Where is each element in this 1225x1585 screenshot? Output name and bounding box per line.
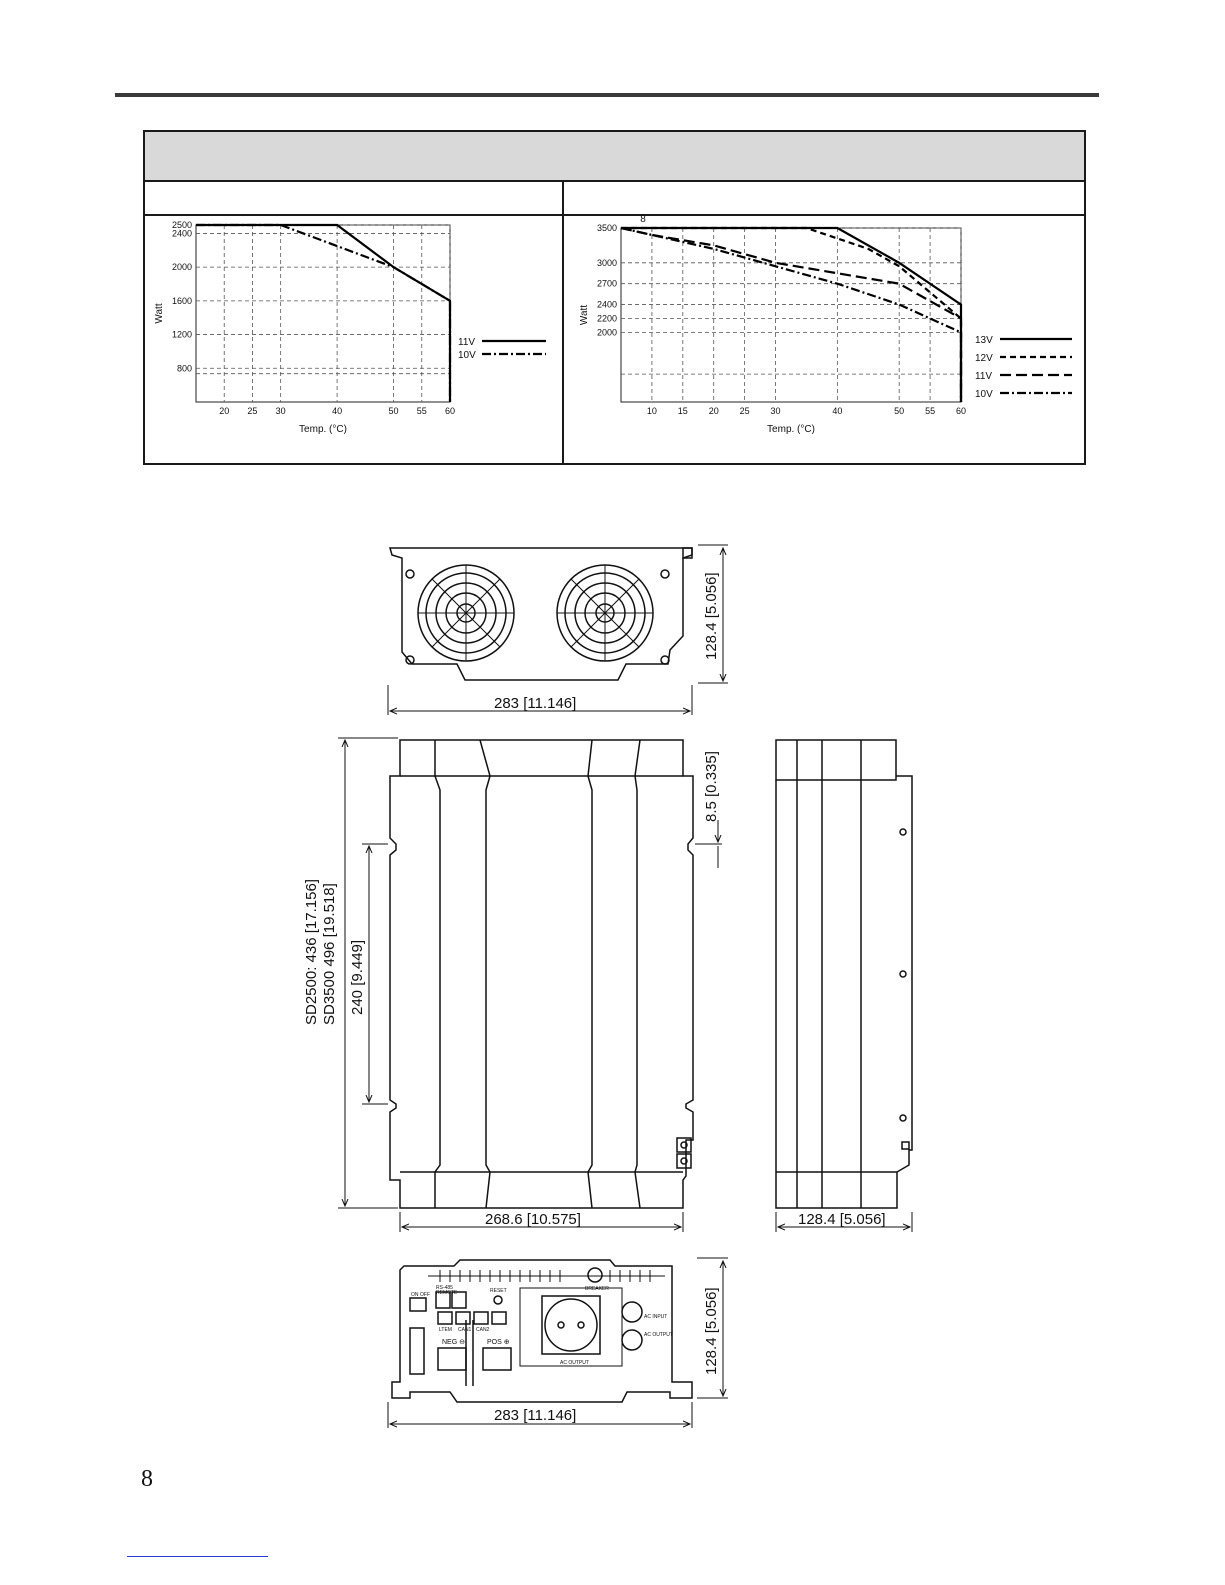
y-tick-label: 800 [176, 363, 192, 374]
label-breaker: BREAKER [585, 1286, 609, 1292]
y-tick-label: 2700 [596, 278, 617, 289]
x-tick-label: 50 [894, 406, 905, 416]
fan-right [557, 565, 653, 661]
label-ac-output-small: AC OUTPUT [644, 1332, 673, 1338]
label-ltem: LTEM [439, 1327, 452, 1333]
dim-top-width: 283 [11.146] [494, 695, 577, 712]
x-tick-label: 60 [955, 406, 967, 416]
bottom-view [392, 1260, 692, 1402]
label-can1: CAN1 [458, 1327, 472, 1333]
x-axis-label: Temp. (°C) [299, 424, 347, 435]
x-tick-label: 25 [247, 406, 258, 416]
y-axis-label: Watt [154, 303, 165, 324]
y-tick-label: 2200 [596, 313, 617, 324]
label-neg: NEG ⊖ [442, 1339, 465, 1346]
dim-front-width: 268.6 [10.575] [485, 1211, 581, 1228]
dim-mount-spacing: 240 [9.449] [349, 939, 366, 1015]
y-tick-label: 3000 [596, 257, 617, 268]
x-tick-label: 30 [770, 406, 781, 416]
front-view-dims [338, 738, 722, 1232]
label-can2: CAN2 [476, 1327, 490, 1333]
fan-left [418, 565, 514, 661]
legend-label: 11V [458, 337, 476, 348]
x-tick-label: 40 [332, 406, 343, 416]
label-pos: POS ⊕ [487, 1339, 510, 1346]
x-tick-label: 20 [219, 406, 230, 416]
chart-top-label: 8 [640, 214, 646, 225]
front-view [390, 740, 693, 1208]
x-tick-label: 15 [677, 406, 688, 416]
y-tick-label: 2500 [171, 220, 192, 230]
x-tick-label: 30 [275, 406, 286, 416]
dim-flange: 8.5 [0.335] [703, 751, 720, 822]
legend-label: 12V [975, 353, 993, 364]
x-axis-label: Temp. (°C) [767, 424, 815, 435]
top-view [390, 548, 692, 680]
label-off: OFF [420, 1292, 430, 1298]
label-ac-input: AC INPUT [644, 1314, 668, 1320]
dim-bottom-height: 128.4 [5.056] [703, 1287, 720, 1375]
dim-length-sd2500: SD2500: 436 [17.156] [303, 879, 320, 1025]
y-tick-label: 2000 [171, 262, 192, 273]
label-ac-output: AC OUTPUT [560, 1360, 589, 1366]
side-view [776, 740, 912, 1208]
x-tick-label: 10 [646, 406, 657, 416]
footer-link-underline [127, 1556, 268, 1557]
x-tick-label: 55 [925, 406, 936, 416]
page-number: 8 [141, 1466, 153, 1492]
label-rs485: RS-485 [436, 1285, 453, 1291]
legend-label: 10V [975, 389, 993, 400]
x-tick-label: 55 [416, 406, 427, 416]
x-tick-label: 60 [444, 406, 456, 416]
legend-label: 10V [458, 350, 476, 361]
y-tick-label: 2400 [171, 228, 192, 239]
x-tick-label: 20 [708, 406, 719, 416]
dim-length-sd3500: SD3500 496 [19.518] [321, 883, 338, 1025]
y-tick-label: 3500 [596, 223, 617, 233]
y-tick-label: 2400 [596, 299, 617, 310]
legend-label: 11V [975, 371, 993, 382]
x-tick-label: 40 [832, 406, 843, 416]
label-reset: RESET [490, 1288, 507, 1294]
legend-label: 13V [975, 335, 993, 346]
dim-side-depth: 128.4 [5.056] [798, 1211, 886, 1228]
label-on: ON [411, 1292, 419, 1298]
x-tick-label: 50 [388, 406, 399, 416]
y-axis-label: Watt [579, 304, 590, 326]
top-view-dims [388, 545, 728, 715]
dim-top-height: 128.4 [5.056] [703, 572, 720, 660]
dim-bottom-width: 283 [11.146] [494, 1407, 577, 1424]
y-tick-label: 1600 [171, 295, 192, 306]
x-tick-label: 25 [739, 406, 750, 416]
label-remote: REMOTE [436, 1290, 458, 1296]
y-tick-label: 1200 [171, 329, 192, 340]
y-tick-label: 2000 [596, 327, 617, 338]
